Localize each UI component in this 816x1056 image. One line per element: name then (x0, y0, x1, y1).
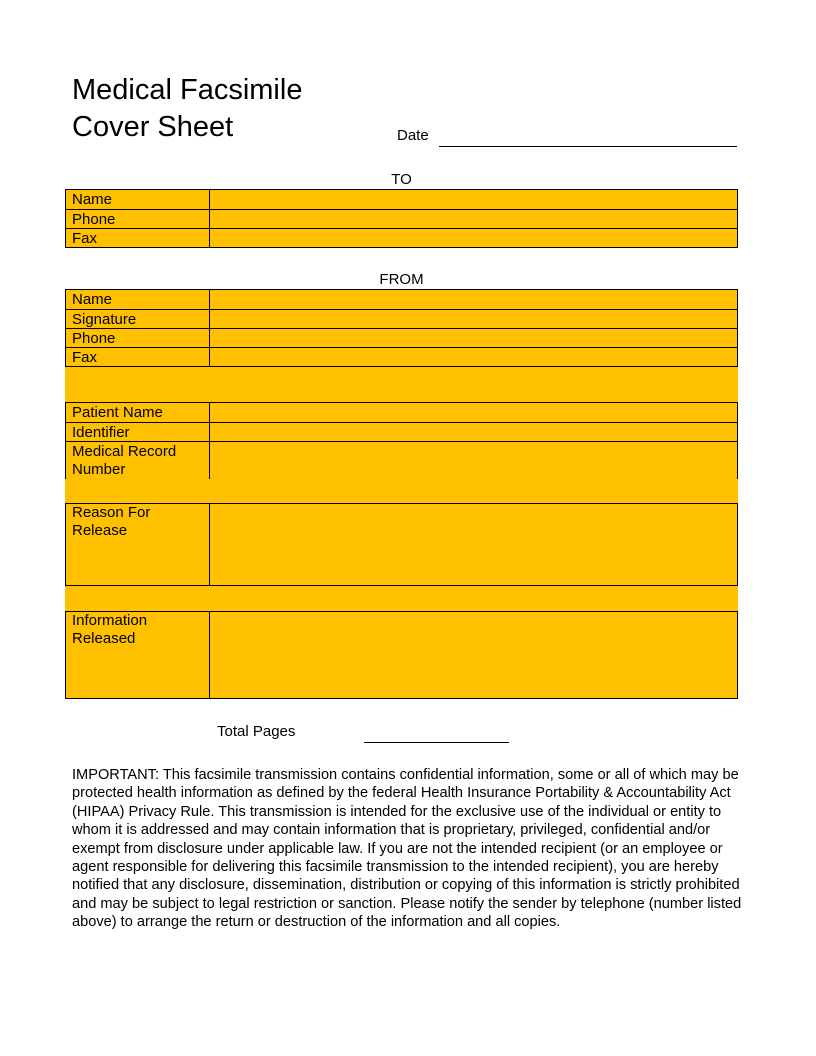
patient-table (65, 402, 738, 480)
from-name-field[interactable] (210, 290, 737, 309)
from-fax-field[interactable] (210, 348, 737, 366)
patient-name-label: Patient Name (66, 403, 210, 422)
patient-name-row (66, 403, 737, 422)
to-phone-row (66, 209, 737, 228)
reason-table (65, 503, 738, 586)
spacer-band-3 (65, 586, 738, 611)
title-line-2: Cover Sheet (72, 111, 234, 143)
to-table (65, 189, 738, 248)
to-heading: TO (391, 171, 412, 188)
from-phone-field[interactable] (210, 329, 737, 347)
from-table (65, 289, 738, 367)
from-signature-label: Signature (66, 310, 210, 328)
total-pages-label: Total Pages (217, 723, 296, 740)
to-fax-field[interactable] (210, 229, 737, 247)
identifier-field[interactable] (210, 423, 737, 441)
to-phone-field[interactable] (210, 210, 737, 228)
from-fax-row (66, 347, 737, 366)
to-name-label: Name (66, 190, 210, 209)
from-fax-label: Fax (66, 348, 210, 366)
information-table (65, 611, 738, 699)
identifier-label: Identifier (66, 423, 210, 441)
date-label: Date (397, 127, 429, 144)
from-name-row (66, 290, 737, 309)
spacer-band-1 (65, 367, 738, 402)
from-signature-field[interactable] (210, 310, 737, 328)
confidentiality-notice: IMPORTANT: This facsimile transmission contains confidential information, some or all of which may be protected health information as defined by the federal Health Insurance Portability & Accountability Act (HIPAA) Privacy Rule. This transmission is intended for the exclusive use of the individual or entity to whom it is addressed and may contain information that is proprietary, privileged, confidential and/or exempt from disclosure under applicable law. If you are not the intended recipient (or an employee or agent responsible for delivering this facsimile transmission to the intended recipient), you are hereby notified that any disclosure, dissemination, distribution or copying of this information is strictly prohibited and may be subject to legal restriction or sanction. Please notify the sender by telephone (number listed above) to arrange the return or destruction of the information and all copies. (72, 767, 742, 931)
to-name-row (66, 190, 737, 209)
to-phone-label: Phone (66, 210, 210, 228)
page-title (72, 72, 302, 146)
from-phone-row (66, 328, 737, 347)
to-fax-label: Fax (66, 229, 210, 247)
identifier-row (66, 422, 737, 441)
reason-label: Reason For Release (66, 504, 210, 585)
total-pages-field-line[interactable] (364, 742, 509, 743)
spacer-band-2 (65, 479, 738, 503)
date-field-line[interactable] (439, 146, 737, 147)
patient-name-field[interactable] (210, 403, 737, 422)
information-field[interactable] (210, 612, 737, 698)
from-signature-row (66, 309, 737, 328)
title-line-1: Medical Facsimile (72, 74, 303, 106)
information-row (66, 612, 737, 698)
to-name-field[interactable] (210, 190, 737, 209)
to-fax-row (66, 228, 737, 247)
medical-record-field[interactable] (210, 442, 737, 479)
information-label: Information Released (66, 612, 210, 698)
from-name-label: Name (66, 290, 210, 309)
reason-row (66, 504, 737, 585)
from-phone-label: Phone (66, 329, 210, 347)
from-heading: FROM (379, 271, 424, 288)
reason-field[interactable] (210, 504, 737, 585)
medical-record-label: Medical Record Number (66, 442, 210, 479)
medical-record-row (66, 441, 737, 479)
